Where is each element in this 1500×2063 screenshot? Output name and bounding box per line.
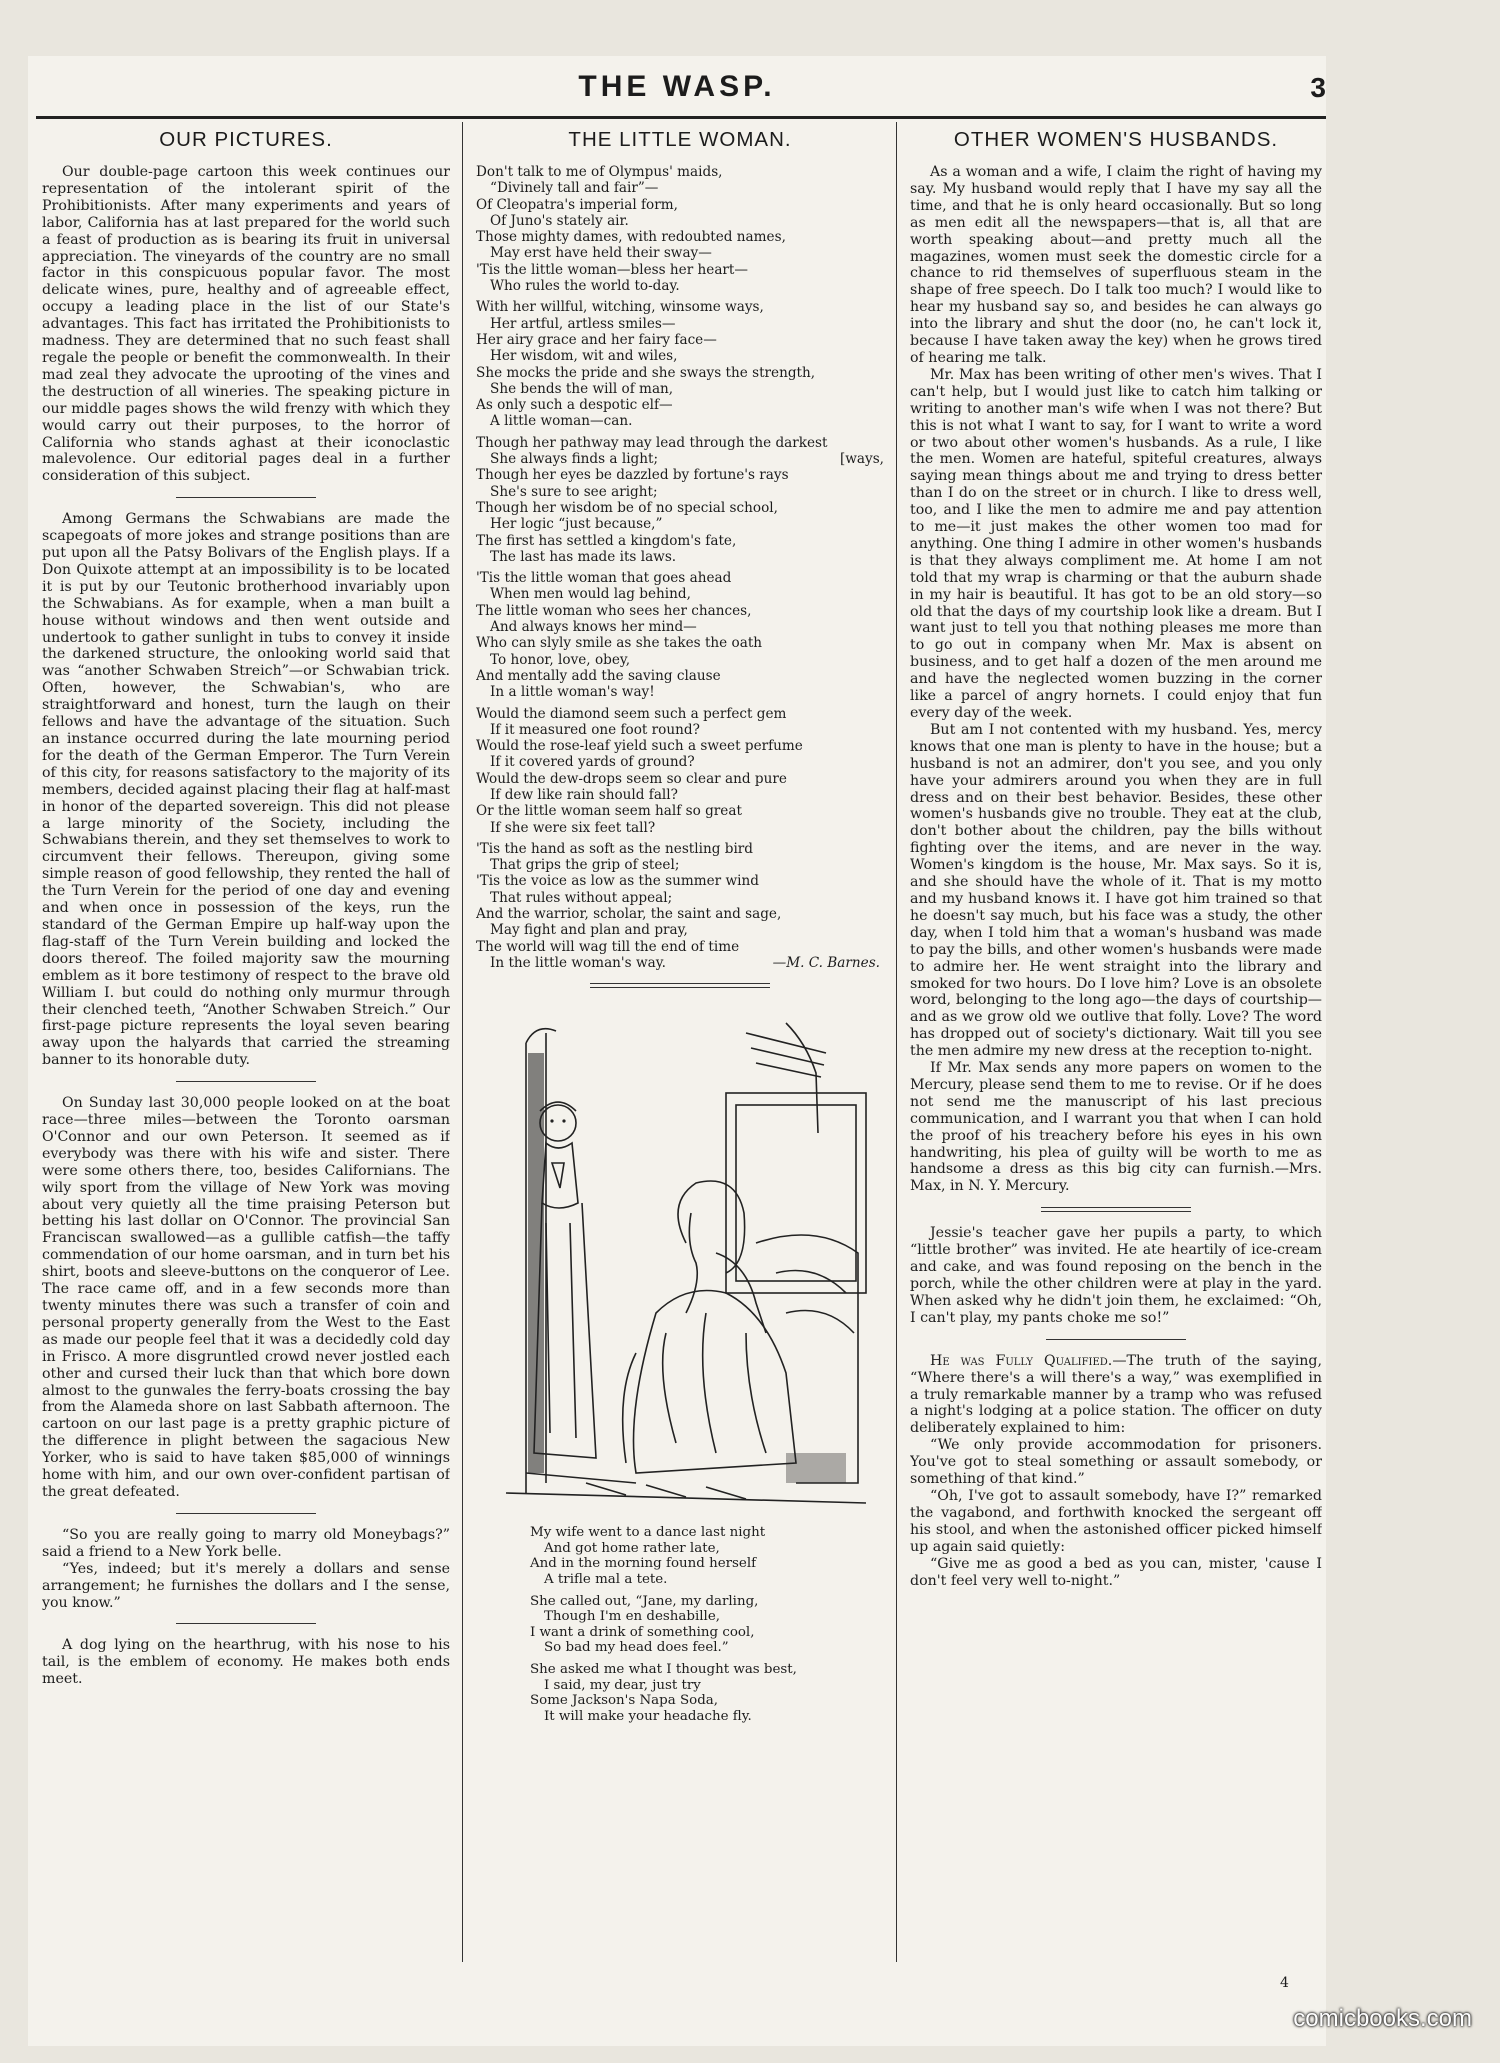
illustration-maid-and-lady (486, 1013, 874, 1515)
poem-stanza (476, 435, 884, 565)
caption-line: My wife went to a dance last night (530, 1525, 766, 1541)
poem-line: If dew like rain should fall? (490, 786, 678, 803)
section-separator (176, 1081, 316, 1082)
column-other-womens-husbands (910, 122, 1322, 1972)
poem-line: Or the little woman seem half so great (476, 803, 742, 820)
poem-line: And always knows her mind— (490, 619, 697, 636)
paragraph: A dog lying on the hearthrug, with his nose to his tail, is the emblem of economy. He makes both ends meet. (42, 1637, 450, 1688)
caption-line: I said, my dear, just try (544, 1677, 701, 1693)
poem-line: And mentally add the saving clause (476, 667, 721, 684)
poem-line: If it measured one foot round? (490, 721, 700, 738)
poem-line: If it covered yards of ground? (490, 754, 695, 771)
caption-line: And got home rather late, (544, 1540, 720, 1556)
caption-line: It will make your headache fly. (544, 1708, 752, 1724)
caption-stanza (530, 1662, 884, 1724)
poem-line: Her artful, artless smiles— (490, 315, 676, 332)
paragraph: Among Germans the Schwabians are made the scapegoats of more jokes and strange positions than are put upon all the Patsy Bolivars of the English plays. If a Don Quixote attempt at an impossibility is to be located it is put by our Teutonic brotherhood invariably upon the Schwabians. As for example, when a man built a house without windows and then went outside and undertook to gather sunlight in tubs to convey it inside the darkened structure, the onlooking world said that was “another Schwaben Streich”—or Schwabian trick. Often, however, the Schwabian's, who are straightforward and honest, turn the laugh on their fellows and have the advantage of the situation. Such an instance occurred during the late mourning period for the death of the German Emperor. The Turn Verein of this city, for reasons satisfactory to the majority of its members, decided against placing their flag at half-mast in honor of the departed sovereign. This did not please a large minority of the Society, including the Schwabians therein, and they set themselves to work to circumvent their fellows. Thereupon, giving some simple reason of good fellowship, they rented the hall of the Turn Verein for the period of one day and evening and when once in possession of the keys, run the standard of the German Empire up half-way upon the flag-staff of the Turn Verein building and locked the doors thereof. The foiled majority saw the mourning emblem as it bore testimony of respect to the brave old William I. but could do nothing only murmur through their clenched teeth, “Another Schwaben Streich.” Our first-page picture represents the loyal seven bearing away upon the halyards that carried the streaming banner to its honorable duty. (42, 511, 450, 1069)
poem-line (476, 955, 884, 971)
paragraph: As a woman and a wife, I claim the right of having my say. My husband would reply that I have my say all the time, and that he is only heard occasionally. But so long as men edit all the newspapers—that is, all that are worth speaking about—and pretty much all the magazines, women must seek the domestic circle for a chance to rid themselves of superfluous steam in the shape of free speech. Do I talk too much? I would like to hear my husband say so, and besides he can always go into the library and shut the door (no, he can't lock it, because I have taken away the key) when he grows tired of hearing me talk. (910, 164, 1322, 366)
poem-line: 'Tis the voice as low as the summer wind (476, 873, 759, 890)
poem-stanza (476, 299, 884, 429)
poem-line: As only such a despotic elf— (476, 397, 673, 414)
poem-line: That rules without appeal; (490, 889, 673, 906)
header-rule (36, 116, 1326, 119)
poem-attribution: —M. C. Barnes. (772, 954, 880, 971)
poem-line: Though her eyes be dazzled by fortune's rays (476, 467, 789, 484)
poem-little-woman (476, 164, 884, 971)
poem-line: 'Tis the little woman—bless her heart— (476, 261, 748, 278)
section-separator (1046, 1339, 1186, 1340)
poem-line: The first has settled a kingdom's fate, (476, 532, 737, 549)
poem-line: Who can slyly smile as she takes the oath (476, 635, 763, 652)
poem-line: She bends the will of man, (490, 380, 674, 397)
poem-line: Her airy grace and her fairy face— (476, 331, 717, 348)
poem-runover-word: [ways, (839, 451, 884, 468)
paragraph: If Mr. Max sends any more papers on women to the Mercury, please send them to me to revise. Or if he does not send me the manuscript of his last precious communication, and I warrant you that when I can hold the proof of his treachery before his eyes in his own handwriting, his plea of guilty will be worth to me as handsome a dress as this big city can furnish.—Mrs. Max, in N. Y. Mercury. (910, 1060, 1322, 1195)
poem-stanza (476, 706, 884, 836)
newspaper-page (28, 56, 1326, 2046)
section-separator (176, 1513, 316, 1514)
poem-stanza (476, 841, 884, 971)
section-separator (1041, 1207, 1191, 1212)
poem-line: The little woman who sees her chances, (476, 602, 752, 619)
poem-line: If she were six feet tall? (490, 819, 656, 836)
caption-line: So bad my head does feel.” (544, 1640, 729, 1656)
paragraph-text: The truth of the saying, “Where there's a will there's a way,” was exemplified in a truly remarkable manner by a tramp who was refused a night's lodging at a police station. The officer on duty deliberately explained to him: (910, 1352, 1322, 1437)
paragraph-lead-in: He was Fully Qualified. (930, 1352, 1113, 1369)
poem-line-text: She always finds a light; (490, 451, 659, 468)
corner-mark: 4 (1280, 1975, 1289, 1991)
poem-stanza (476, 570, 884, 700)
column-divider-right (896, 122, 897, 1962)
caption-line: Though I'm en deshabille, (544, 1609, 721, 1625)
caption-line: A trifle mal a tete. (544, 1572, 668, 1588)
poem-line: Don't talk to me of Olympus' maids, (476, 164, 723, 180)
heading-our-pictures: OUR PICTURES. (159, 128, 333, 151)
poem-line: She's sure to see aright; (490, 483, 658, 500)
poem-line: 'Tis the little woman that goes ahead (476, 570, 732, 587)
poem-line: Though her wisdom be of no special school, (476, 499, 778, 516)
poem-line: Her wisdom, wit and wiles, (490, 348, 678, 365)
poem-line: Those mighty dames, with redoubted names, (476, 229, 786, 246)
paragraph: But am I not contented with my husband. Yes, mercy knows that one man is plenty to have in the house; but a husband is not an admirer, don't you see, and you only have your admirers around you when they are in full dress and on their best behavior. Besides, these other women's husbands give no trouble. They eat at the club, don't bother about the children, pay the bills without fighting over the items, and are never in the way. Women's kingdom is the house, Mr. Max says. So it is, and she should have the whole of it. That is my motto and my husband knows it. I have got him trained so that he doesn't say much, but his face was a study, the other day, when I told him that a woman's husband was made to pay the bills, and other women's husbands were made to admire her. He went straight into the library and smoked for two hours. Do I love him? Love is an obsolete word, belonging to the long ago—the days of courtship—and as we grow old we outlive that folly. Love? The word has dropped out of society's dictionary. Wait till you see the men admire my new dress at the reception to-night. (910, 721, 1322, 1060)
poem-line: A little woman—can. (490, 413, 633, 430)
poem-stanza (476, 164, 884, 294)
poem-line: To honor, love, obey, (490, 651, 631, 668)
poem-line: “Divinely tall and fair”— (490, 180, 659, 197)
paragraph: “So you are really going to marry old Moneybags?” said a friend to a New York belle. (42, 1526, 450, 1560)
watermark[interactable]: comicbooks.com (1293, 2005, 1472, 2032)
poem-line: She mocks the pride and she sways the strength, (476, 364, 816, 381)
section-separator (176, 1623, 316, 1624)
heading-little-woman: THE LITTLE WOMAN. (568, 128, 792, 151)
poem-line: The world will wag till the end of time (476, 938, 740, 955)
caption-line: Some Jackson's Napa Soda, (530, 1693, 719, 1709)
paragraph: Jessie's teacher gave her pupils a party, to which “little brother” was invited. He ate heartily of ice-cream and cake, and was found reposing on the bench in the porch, while the other children were at play in the yard. When asked why he didn't join them, he exclaimed: “Oh, I can't play, my pants choke me so!” (910, 1225, 1322, 1326)
paragraph: “Give me as good a bed as you can, mister, 'cause I don't feel very well to-night.” (910, 1555, 1322, 1589)
paragraph: Our double-page cartoon this week continues our representation of the intolerant spirit of the Prohibitionists. After many experiments and years of labor, California has at last prepared for the world such a feast of production as is bearing its fruit in universal appreciation. The vineyards of the country are no small factor in this conspicuous popular favor. The most delicate wines, pure, healthy and of agreeable effect, occupy a leading place in the list of our State's advantages. This fact has irritated the Prohibitionists to madness. They are determined that no such feast shall regale the people or benefit the commonwealth. In their mad zeal they advocate the uprooting of the vines and the destruction of all wineries. The speaking picture in our middle pages shows the wild frenzy with which they would carry out their purposes, to the horror of California who stands aghast at their iconoclastic malevolence. Our editorial pages deal in a further consideration of this subject. (42, 164, 450, 485)
masthead (28, 70, 1326, 110)
poem-line: That grips the grip of steel; (490, 857, 680, 874)
poem-line: Her logic “just because,” (490, 516, 663, 533)
poem-line: The last has made its laws. (490, 548, 677, 565)
caption-line: And in the morning found herself (530, 1556, 757, 1572)
poem-line: 'Tis the hand as soft as the nestling bird (476, 840, 753, 857)
poem-line: In a little woman's way! (490, 684, 655, 701)
paragraph: On Sunday last 30,000 people looked on at the boat race—three miles—between the Toronto oarsman O'Connor and our own Peterson. It seemed as if everybody was there with his wife and sister. There were some others there, too, besides Californians. The wily sport from the village of New York was moving about very quietly all the time praising Peterson but betting his last dollar on O'Connor. The provincial San Franciscan swallowed—as a gullible catfish—the taffy commendation of our home oarsman, and in turn bet his shirt, boots and sleeve-buttons on the conqueror of Lee. The race came off, and in a few seconds more than twenty minutes there was such a transfer of coin and personal property generally from the West to the East as made our people feel that it was a decidedly cold day in Frisco. A more disgruntled crowd never jostled each other and cursed their luck than that which bore down almost to the gunwales the ferry-boats crossing the bay from the Alameda shore on last Sabbath afternoon. The cartoon on our last page is a pretty graphic picture of the difference in plight between the sagacious New Yorker, who is said to have taken $85,000 of winnings home with him, and our own over-confident partisan of the great defeated. (42, 1095, 450, 1500)
caption-stanza (530, 1525, 884, 1587)
page-number: 3 (1310, 72, 1326, 103)
paragraph: “Oh, I've got to assault somebody, have I?” remarked the vagabond, and forthwith knocked the sergeant off his stool, and when the astonished officer picked himself up again said quietly: (910, 1487, 1322, 1555)
paragraph: “We only provide accommodation for prisoners. You've got to steal something or assault somebody, or something of that kind.” (910, 1437, 1322, 1488)
section-separator (176, 497, 316, 498)
column-our-pictures (42, 122, 450, 1972)
poem-line: Would the rose-leaf yield such a sweet perfume (476, 738, 803, 755)
poem-line (476, 451, 884, 467)
poem-line: Would the dew-drops seem so clear and pure (476, 770, 787, 787)
section-separator (590, 983, 770, 988)
paragraph: “Yes, indeed; but it's merely a dollars and sense arrangement; he furnishes the dollars and I the sense, you know.” (42, 1560, 450, 1611)
illustration-caption (530, 1525, 884, 1724)
poem-line: When men would lag behind, (490, 586, 691, 603)
paragraph: He was Fully Qualified.—The truth of the saying, “Where there's a will there's a way,” was exemplified in a truly remarkable manner by a tramp who was refused a night's lodging at a police station. The officer on duty deliberately explained to him: (910, 1352, 1322, 1437)
column-divider-left (462, 122, 463, 1962)
poem-line: May fight and plan and pray, (490, 922, 688, 939)
caption-line: She asked me what I thought was best, (530, 1662, 797, 1677)
poem-line: Of Juno's stately air. (490, 212, 629, 229)
poem-line: Would the diamond seem such a perfect gem (476, 705, 787, 722)
caption-line: She called out, “Jane, my darling, (530, 1593, 759, 1609)
poem-line: With her willful, witching, winsome ways, (476, 299, 764, 316)
column-little-woman (476, 122, 884, 1972)
heading-other-womens-husbands: OTHER WOMEN'S HUSBANDS. (953, 128, 1279, 151)
poem-line: Of Cleopatra's imperial form, (476, 196, 678, 213)
poem-line-text: In the little woman's way. (490, 954, 666, 971)
poem-line: Who rules the world to-day. (490, 278, 680, 295)
poem-line: Though her pathway may lead through the darkest (476, 434, 828, 451)
poem-line: May erst have held their sway— (490, 245, 712, 262)
poem-line: And the warrior, scholar, the saint and sage, (476, 906, 782, 923)
publication-title: THE WASP. (578, 70, 776, 103)
paragraph: Mr. Max has been writing of other men's wives. That I can't help, but I would just like to catch him talking or writing to another man's wife when I was not there? But this is not what I want to say, for I want to write a word or two about other women's husbands. As a rule, I like the men. Women are hateful, spiteful creatures, always saying mean things about me and trying to dress better than I do on the street or in church. I like to dress well, too, and I like the men to admire me and pay attention to me—it just makes the other women too mad for anything. One thing I admire in other women's husbands is that they always compliment me. At home I am not told that my wrap is charming or that the auburn shade in my hair is beautiful. It has got to be an old story—so old that the days of my courtship look like a dream. But I want just to tell you that nothing pleases me more than to go out in company when Mr. Max is absent on business, and to get half a dozen of the men around me and have the neglected women buzzing in the corner like a parcel of angry hornets. I could enjoy that fun every day of the week. (910, 366, 1322, 721)
caption-stanza (530, 1594, 884, 1656)
caption-line: I want a drink of something cool, (530, 1624, 755, 1640)
